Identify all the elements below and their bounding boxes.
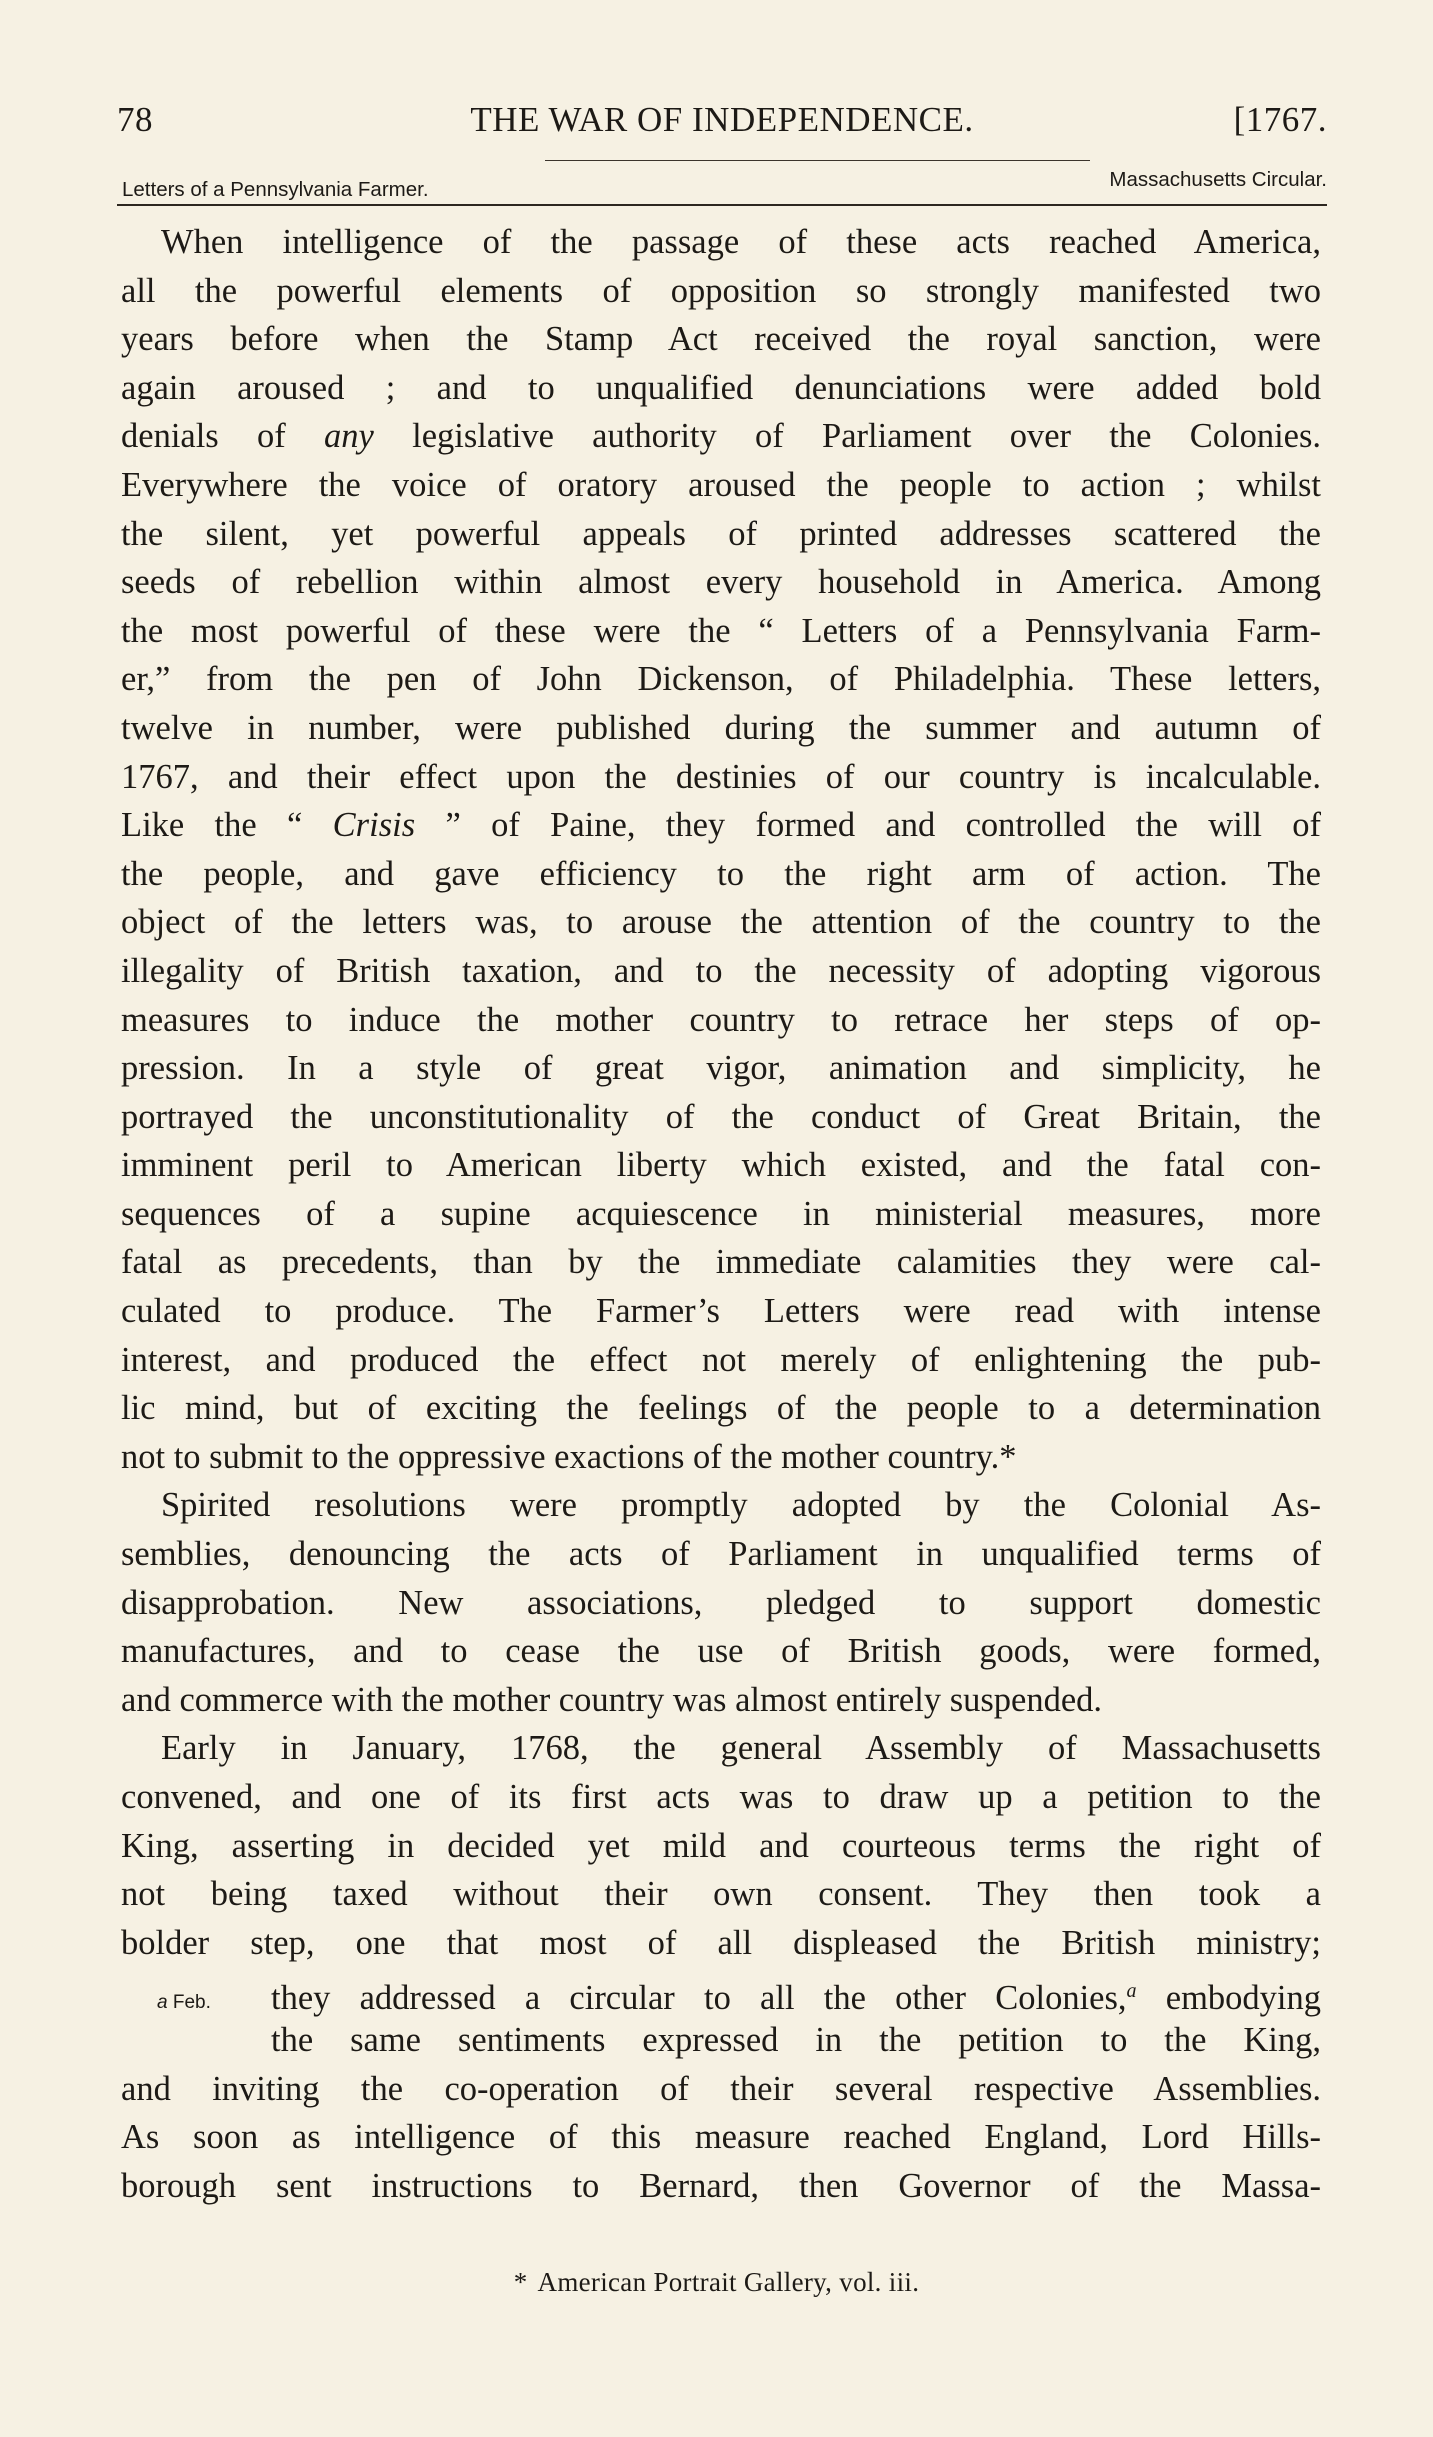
- footnote-marker: *: [513, 2267, 528, 2297]
- text-line: 1767, and their effect upon the destinies of our country is incalculable.: [121, 757, 1321, 796]
- header-rule-upper: [545, 160, 1090, 161]
- text-line: Everywhere the voice of oratory aroused the people to action ; whilst: [121, 465, 1321, 504]
- text-line: illegality of British taxation, and to the necessity of adopting vigorous: [121, 951, 1321, 990]
- text-line: manufactures, and to cease the use of British goods, were formed,: [121, 1632, 1321, 1671]
- text-line: culated to produce. The Farmer’s Letters were read with intense: [121, 1292, 1321, 1331]
- marginal-reference: a: [1126, 1980, 1137, 2003]
- text-line: object of the letters was, to arouse the attention of the country to the: [121, 903, 1321, 942]
- text-line: semblies, denouncing the acts of Parliament in unqualified terms of: [121, 1535, 1321, 1574]
- text-line: When intelligence of the passage of these acts reached America,: [161, 223, 1321, 261]
- text-line: the most powerful of these were the “ Letters of a Pennsylvania Farm-: [121, 611, 1321, 650]
- footnote: [0, 2267, 1433, 2298]
- margin-note: [157, 1992, 211, 2014]
- text-line: the people, and gave efficiency to the right arm of action. The: [121, 854, 1321, 893]
- text-line: and commerce with the mother country was almost entirely suspended.: [121, 1680, 1103, 1719]
- text-segment: denials of: [121, 417, 286, 456]
- text-line: [121, 412, 1321, 461]
- book-title: THE WAR OF INDEPENDENCE.: [470, 100, 974, 139]
- topic-subhead: [117, 168, 1327, 202]
- text-line: not being taxed without their own consent. They then took a: [121, 1875, 1321, 1914]
- italic-text: Crisis: [332, 806, 416, 845]
- text-line: borough sent instructions to Bernard, then Governor of the Massa-: [121, 2166, 1321, 2205]
- text-line: bolder step, one that most of all displeased the British ministry;: [121, 1923, 1321, 1962]
- text-line: not to submit to the oppressive exactions of the mother country.*: [121, 1437, 1017, 1476]
- text-segment: ” of Paine, they formed and controlled the will of: [445, 806, 1321, 845]
- text-line: King, asserting in decided yet mild and courteous terms the right of: [121, 1826, 1321, 1865]
- text-segment: they addressed a circular to all the other Colonies,: [271, 1979, 1127, 2018]
- left-topic: Letters of a Pennsylvania Farmer.: [122, 178, 429, 201]
- right-topic: Massachusetts Circular.: [1109, 168, 1327, 191]
- text-line: the same sentiments expressed in the petition to the King,: [271, 2020, 1321, 2059]
- text-line: the silent, yet powerful appeals of printed addresses scattered the: [121, 514, 1321, 553]
- header-rule-lower: [117, 204, 1327, 206]
- text-line: again aroused ; and to unqualified denunciations were added bold: [121, 368, 1321, 407]
- margin-note-text: Feb.: [172, 1992, 211, 2013]
- running-head: [117, 100, 1327, 146]
- text-line: [121, 801, 1321, 850]
- text-line: fatal as precedents, than by the immediate calamities they were cal-: [121, 1243, 1321, 1282]
- footnote-text: American Portrait Gallery, vol. iii.: [537, 2267, 920, 2297]
- text-line: measures to induce the mother country to retrace her steps of op-: [121, 1000, 1321, 1039]
- text-line: [121, 1967, 1321, 2016]
- text-line: disapprobation. New associations, pledged to support domestic: [121, 1583, 1321, 1622]
- text-segment: Like the “: [121, 806, 303, 845]
- text-line: all the powerful elements of opposition so strongly manifested two: [121, 271, 1321, 310]
- text-segment: embodying: [1165, 1979, 1321, 2018]
- text-line: convened, and one of its first acts was to draw up a petition to the: [121, 1778, 1321, 1816]
- text-line: er,” from the pen of John Dickenson, of Philadelphia. These letters,: [121, 660, 1321, 699]
- text-line: twelve in number, were published during the summer and autumn of: [121, 708, 1321, 747]
- page-number: 78: [117, 100, 153, 139]
- italic-text: any: [324, 417, 374, 456]
- text-line: pression. In a style of great vigor, animation and simplicity, he: [121, 1049, 1321, 1088]
- text-line: Spirited resolutions were promptly adopted by the Colonial As-: [161, 1486, 1321, 1525]
- text-line: imminent peril to American liberty which existed, and the fatal con-: [121, 1146, 1321, 1185]
- margin-note-letter: a: [157, 1992, 168, 2013]
- running-head-year: [1767.: [1233, 100, 1327, 139]
- text-line: years before when the Stamp Act received the royal sanction, were: [121, 320, 1321, 359]
- text-line: Early in January, 1768, the general Assembly of Massachusetts: [161, 1729, 1321, 1768]
- text-line: As soon as intelligence of this measure reached England, Lord Hills-: [121, 2118, 1321, 2157]
- text-line: lic mind, but of exciting the feelings of the people to a determination: [121, 1389, 1321, 1428]
- text-segment: legislative authority of Parliament over the Colonies.: [412, 417, 1322, 456]
- body-text: [121, 218, 1321, 2210]
- text-line: seeds of rebellion within almost every household in America. Among: [121, 563, 1321, 602]
- text-line: and inviting the co-operation of their several respective Assemblies.: [121, 2069, 1321, 2108]
- text-line: sequences of a supine acquiescence in ministerial measures, more: [121, 1194, 1321, 1233]
- text-line: interest, and produced the effect not merely of enlightening the pub-: [121, 1340, 1321, 1379]
- text-line: portrayed the unconstitutionality of the conduct of Great Britain, the: [121, 1097, 1321, 1136]
